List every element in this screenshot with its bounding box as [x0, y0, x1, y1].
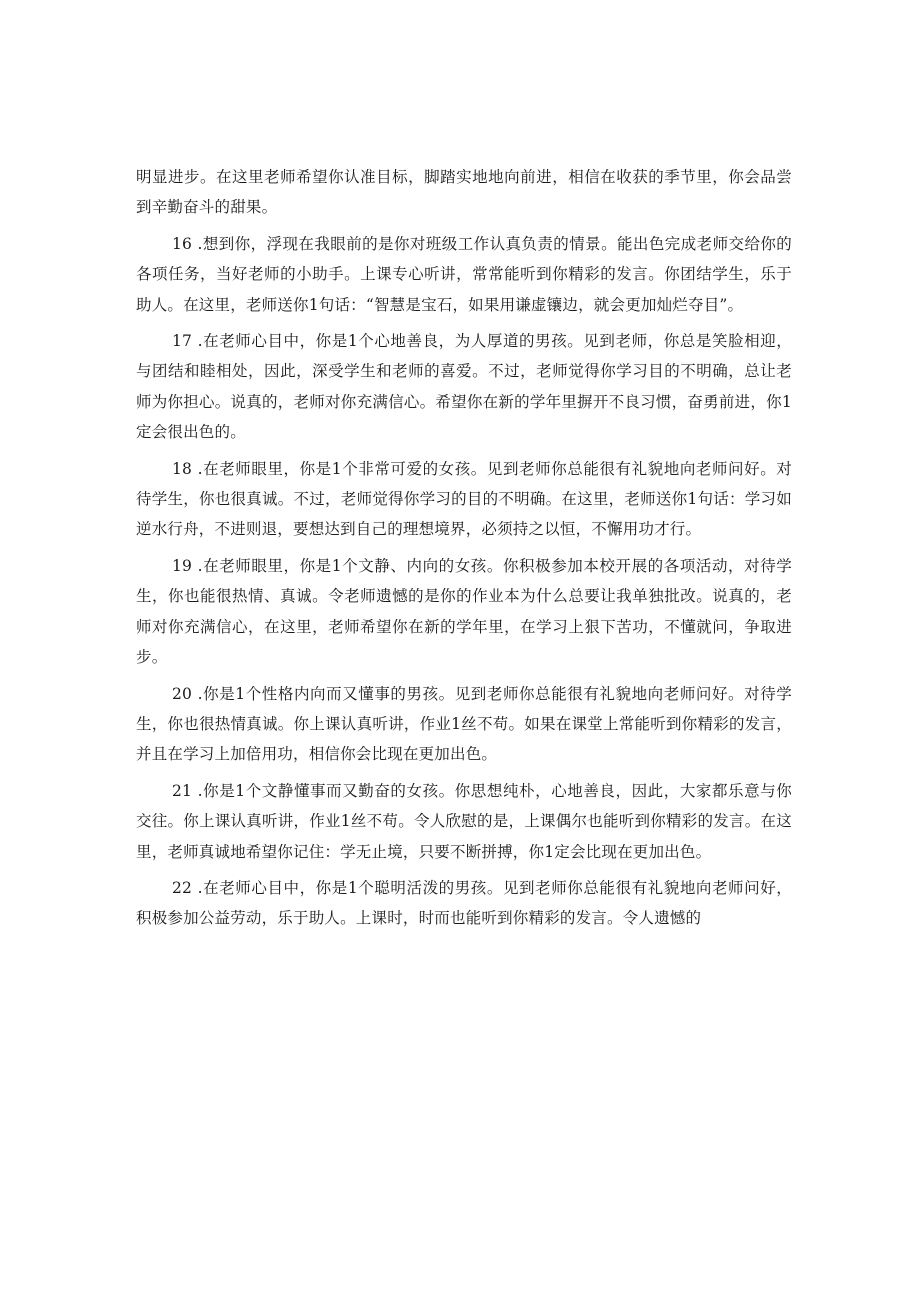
paragraph-18: 18 .在老师眼里，你是1个非常可爱的女孩。见到老师你总能很有礼貌地向老师问好。对待学生，你也很真诚。不过，老师觉得你学习的目的不明确。在这里，老师送你1句话：学习如逆水行舟，不进则退，要想达到自己的理想境界，必须持之以恒，不懈用功才行。 — [136, 459, 792, 539]
paragraph-22: 22 .在老师心目中，你是1个聪明活泼的男孩。见到老师你总能很有礼貌地向老师问好，积极参加公益劳动，乐于助人。上课时，时而也能听到你精彩的发言。令人遗憾的 — [136, 878, 792, 928]
paragraph-continuation: 明显进步。在这里老师希望你认准目标，脚踏实地地向前进，相信在收获的季节里，你会品尝到辛勤奋斗的甜果。 — [136, 168, 792, 217]
paragraph-21: 21 .你是1个文静懂事而又勤奋的女孩。你思想纯朴，心地善良，因此，大家都乐意与你交往。你上课认真听讲，作业1丝不苟。令人欣慰的是，上课偶尔也能听到你精彩的发言。在这里，老师真诚地希望你记住：学无止境，只要不断拼搏，你1定会比现在更加出色。 — [136, 781, 792, 861]
paragraph-17: 17 .在老师心目中，你是1个心地善良，为人厚道的男孩。见到老师，你总是笑脸相迎，与团结和睦相处，因此，深受学生和老师的喜爱。不过，老师觉得你学习目的不明确，总让老师为你担心。说真的，老师对你充满信心。希望你在新的学年里摒开不良习惯，奋勇前进，你1定会很出色的。 — [136, 332, 792, 442]
paragraph-20: 20 .你是1个性格内向而又懂事的男孩。见到老师你总能很有礼貌地向老师问好。对待学生，你也很热情真诚。你上课认真听讲，作业1丝不苟。如果在课堂上常能听到你精彩的发言，并且在学习上加倍用功，相信你会比现在更加出色。 — [136, 684, 792, 764]
paragraph-16: 16 .想到你，浮现在我眼前的是你对班级工作认真负责的情景。能出色完成老师交给你的各项任务，当好老师的小助手。上课专心听讲，常常能听到你精彩的发言。你团结学生，乐于助人。在这里，老师送你1句话：“智慧是宝石，如果用谦虚镶边，就会更加灿烂夺目”。 — [136, 234, 792, 314]
document-body — [136, 162, 792, 940]
paragraph-19: 19 .在老师眼里，你是1个文静、内向的女孩。你积极参加本校开展的各项活动，对待学生，你也能很热情、真诚。令老师遗憾的是你的作业本为什么总要让我单独批改。说真的，老师对你充满信心，在这里，老师希望你在新的学年里，在学习上狠下苦功，不懂就问，争取进步。 — [136, 556, 792, 667]
